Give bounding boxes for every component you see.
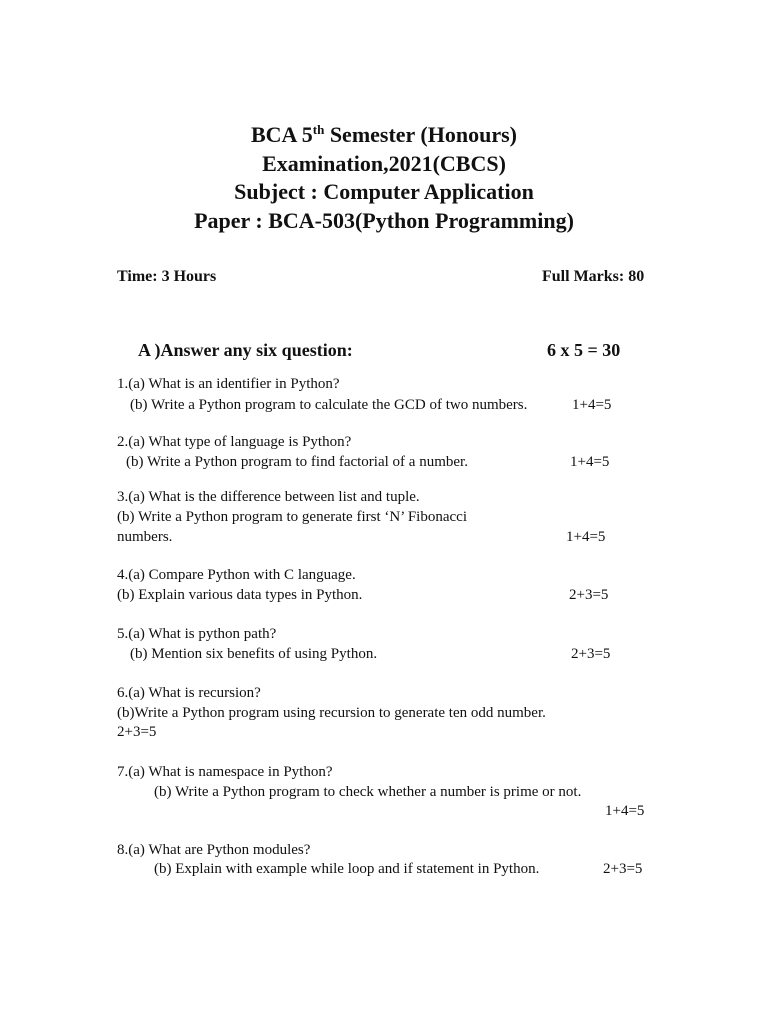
question-7-marks: 1+4=5 xyxy=(605,803,645,819)
question-2-marks: 1+4=5 xyxy=(570,454,610,470)
question-8-marks: 2+3=5 xyxy=(603,861,643,877)
question-5-marks: 2+3=5 xyxy=(571,646,611,662)
question-4a: 4.(a) Compare Python with C language. xyxy=(117,567,356,583)
question-4-marks: 2+3=5 xyxy=(569,587,609,603)
header-line-1-superscript: th xyxy=(312,122,325,137)
question-3-marks: 1+4=5 xyxy=(566,529,606,545)
header-line-1 xyxy=(0,121,768,149)
question-2a: 2.(a) What type of language is Python? xyxy=(117,434,352,450)
question-5b: (b) Mention six benefits of using Python. xyxy=(130,646,378,662)
question-1-marks: 1+4=5 xyxy=(572,397,612,413)
question-7a: 7.(a) What is namespace in Python? xyxy=(117,764,333,780)
header-subject: Subject : Computer Application xyxy=(234,179,534,204)
header-line-1-main: BCA 5 xyxy=(251,122,313,147)
question-8a: 8.(a) What are Python modules? xyxy=(117,842,311,858)
question-5a: 5.(a) What is python path? xyxy=(117,626,277,642)
question-3b-continued: numbers. xyxy=(117,529,173,545)
header-paper: Paper : BCA-503(Python Programming) xyxy=(194,208,574,233)
question-6a: 6.(a) What is recursion? xyxy=(117,685,261,701)
question-1b: (b) Write a Python program to calculate the GCD of two numbers. xyxy=(130,397,528,413)
question-4b: (b) Explain various data types in Python. xyxy=(117,587,363,603)
question-2b: (b) Write a Python program to find factorial of a number. xyxy=(126,454,468,470)
question-6b: (b)Write a Python program using recursion to generate ten odd number. xyxy=(117,705,546,721)
full-marks-label: Full Marks: 80 xyxy=(542,268,645,285)
section-instruction: A )Answer any six question: xyxy=(138,340,353,360)
question-8b: (b) Explain with example while loop and if statement in Python. xyxy=(154,861,540,877)
question-7b: (b) Write a Python program to check whether a number is prime or not. xyxy=(154,784,582,800)
section-marks: 6 x 5 = 30 xyxy=(547,340,621,360)
question-3b: (b) Write a Python program to generate first ‘N’ Fibonacci xyxy=(117,509,467,525)
header-line-1-rest: Semester (Honours) xyxy=(324,122,517,147)
question-3a: 3.(a) What is the difference between list and tuple. xyxy=(117,489,420,505)
question-1a: 1.(a) What is an identifier in Python? xyxy=(117,376,340,392)
header-line-2: Examination,2021(CBCS) xyxy=(262,151,506,176)
question-6-marks: 2+3=5 xyxy=(117,724,157,740)
time-label: Time: 3 Hours xyxy=(117,268,217,285)
